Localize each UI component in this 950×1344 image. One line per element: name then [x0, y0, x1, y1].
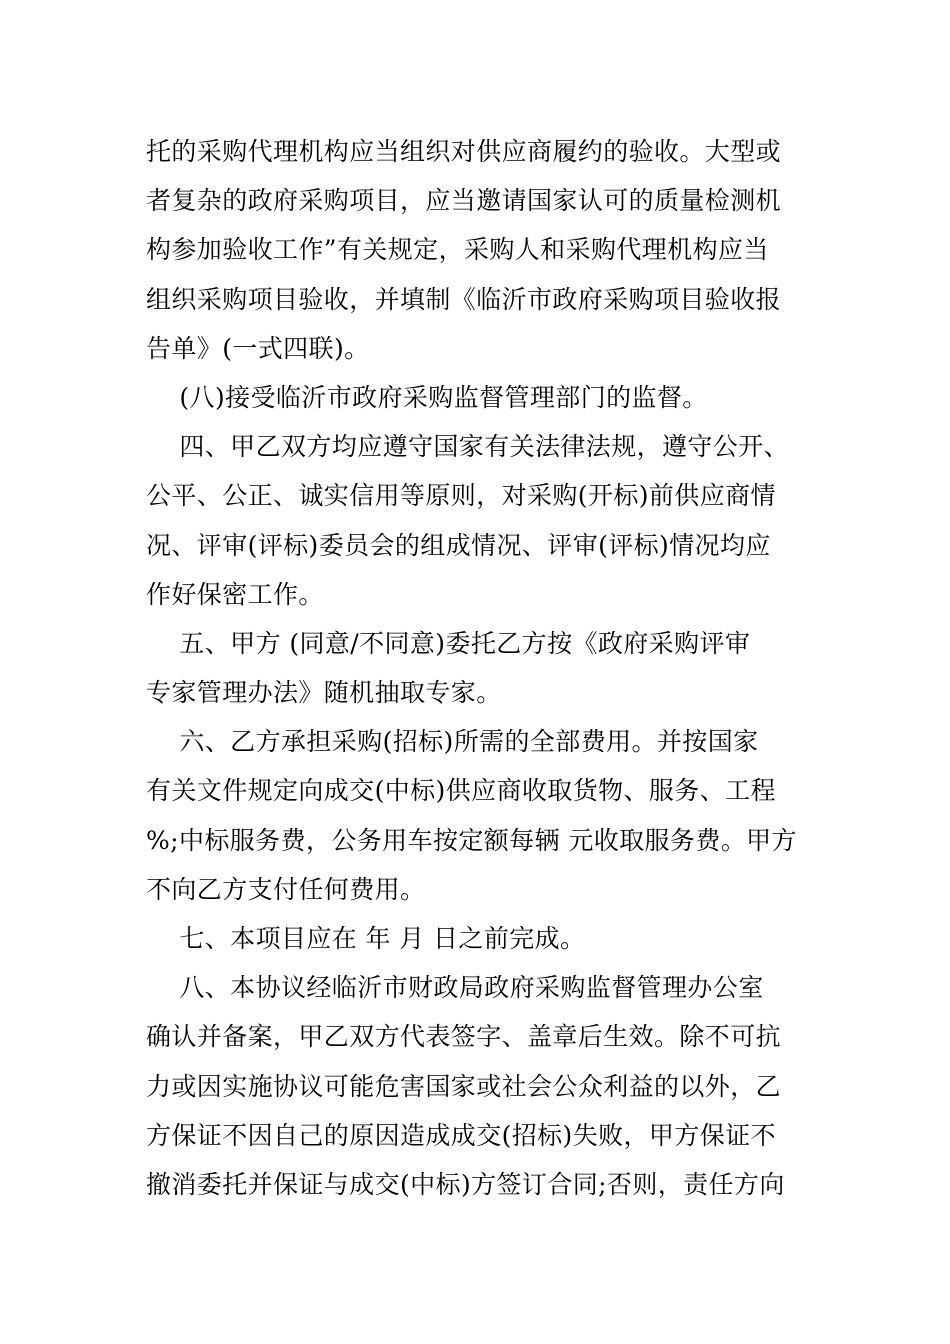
- clause-8-line: (八)接受临沂市政府采购监督管理部门的监督。: [146, 382, 708, 412]
- text-line: 告单》(一式四联)。: [146, 333, 370, 363]
- text-line: 托的采购代理机构应当组织对供应商履约的验收。大型或: [146, 137, 782, 166]
- text-line: 力或因实施协议可能危害国家或社会公众利益的以外，乙: [146, 1071, 782, 1101]
- text-line: 构参加验收工作”有关规定，采购人和采购代理机构应当: [146, 235, 769, 265]
- document-body: [146, 127, 836, 1209]
- text-line: 组织采购项目验收，并填制《临沂市政府采购项目验收报: [146, 284, 782, 314]
- text-line: 作好保密工作。: [146, 579, 324, 609]
- text-line: 专家管理办法》随机抽取专家。: [146, 678, 502, 708]
- article-7-line: 七、本项目应在 年 月 日之前完成。: [146, 924, 586, 953]
- article-8-line: 八、本协议经临沂市财政局政府采购监督管理办公室: [146, 973, 764, 1003]
- text-line: 撤消委托并保证与成交(中标)方签订合同;否则，责任方向: [146, 1169, 785, 1199]
- text-line: 有关文件规定向成交(中标)供应商收取货物、服务、工程: [146, 776, 776, 806]
- text-line: 不向乙方支付任何费用。: [146, 874, 426, 904]
- text-line: 确认并备案，甲乙双方代表签字、盖章后生效。除不可抗: [146, 1022, 782, 1052]
- article-4-line: 四、甲乙双方均应遵守国家有关法律法规，遵守公开、: [146, 432, 789, 462]
- article-6-line: 六、乙方承担采购(招标)所需的全部费用。并按国家: [146, 727, 759, 757]
- text-line: 者复杂的政府采购项目，应当邀请国家认可的质量检测机: [146, 186, 782, 216]
- text-line: 况、评审(评标)委员会的组成情况、评审(评标)情况均应: [146, 530, 771, 560]
- text-line: 方保证不因自己的原因造成成交(招标)失败，甲方保证不: [146, 1120, 776, 1150]
- text-line: 公平、公正、诚实信用等原则，对采购(开标)前供应商情: [146, 481, 776, 511]
- text-line: %;中标服务费，公务用车按定额每辆 元收取服务费。甲方: [146, 825, 797, 855]
- article-5-line: 五、甲方 (同意/不同意)委托乙方按《政府采购评审: [146, 628, 751, 658]
